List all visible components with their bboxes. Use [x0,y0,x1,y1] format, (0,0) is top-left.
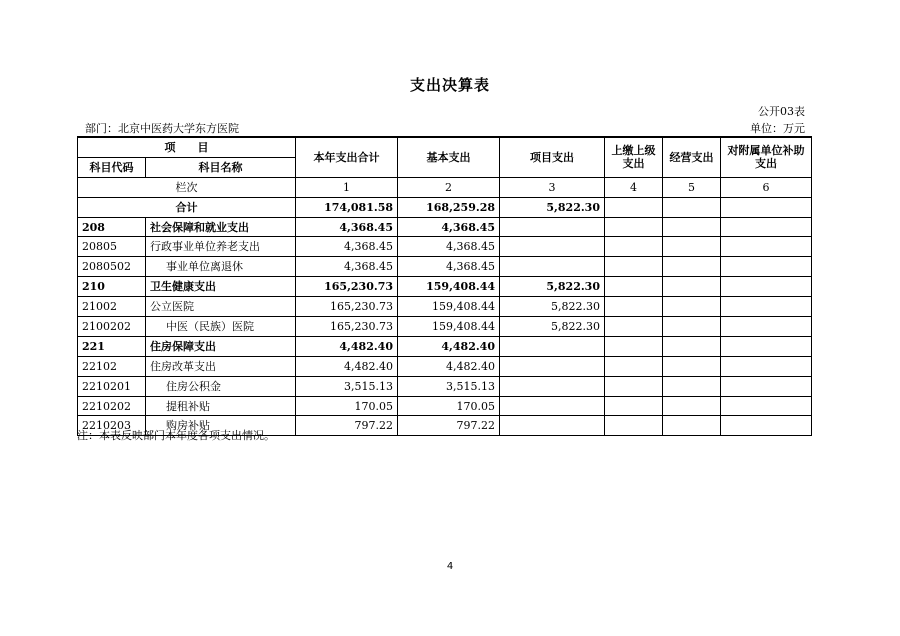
amount-total: 4,482.40 [296,336,398,356]
amount-upper [605,317,663,337]
amount-upper [605,297,663,317]
amount-basic: 170.05 [398,396,500,416]
column-index-4: 4 [605,177,663,197]
subject-name: 中医（民族）医院 [146,317,296,337]
amount-upper [605,396,663,416]
subject-name: 提租补贴 [146,396,296,416]
amount-project [500,356,605,376]
amount-basic: 797.22 [398,416,500,436]
amount-basic: 159,408.44 [398,317,500,337]
amount-total: 165,230.73 [296,277,398,297]
amount-project [500,257,605,277]
amount-subsidy [721,257,812,277]
table-row [78,277,812,297]
form-code: 公开03表 [758,105,805,118]
amount-project [500,416,605,436]
amount-total: 165,230.73 [296,297,398,317]
subject-code: 22102 [78,356,146,376]
amount-basic: 4,368.45 [398,237,500,257]
amount-business [663,257,721,277]
amount-business [663,356,721,376]
header-name: 科目名称 [146,157,296,177]
total-amount: 174,081.58 [296,197,398,217]
column-index-6: 6 [721,177,812,197]
amount-business [663,317,721,337]
subject-code: 221 [78,336,146,356]
subject-code: 21002 [78,297,146,317]
subject-code: 210 [78,277,146,297]
subject-code: 2210202 [78,396,146,416]
amount-business [663,376,721,396]
amount-total: 165,230.73 [296,317,398,337]
amount-subsidy [721,237,812,257]
header-project: 项目支出 [500,137,605,177]
amount-basic: 4,482.40 [398,336,500,356]
table-row [78,376,812,396]
amount-total: 170.05 [296,396,398,416]
subject-name: 公立医院 [146,297,296,317]
total-label: 合计 [78,197,296,217]
table-row [78,356,812,376]
department-label: 部门：北京中医药大学东方医院 [85,122,239,135]
subject-name: 住房改革支出 [146,356,296,376]
total-basic: 168,259.28 [398,197,500,217]
total-row [78,197,812,217]
amount-basic: 159,408.44 [398,277,500,297]
amount-subsidy [721,376,812,396]
amount-subsidy [721,396,812,416]
amount-basic: 4,482.40 [398,356,500,376]
report-title: 支出决算表 [409,76,490,94]
amount-business [663,277,721,297]
expenditure-table [77,136,812,436]
amount-project: 5,822.30 [500,317,605,337]
amount-total: 3,515.13 [296,376,398,396]
amount-upper [605,257,663,277]
unit-label: 单位：万元 [750,122,805,135]
amount-subsidy [721,416,812,436]
subject-name: 卫生健康支出 [146,277,296,297]
total-subsidy [721,197,812,217]
amount-business [663,217,721,237]
total-upper [605,197,663,217]
amount-project [500,396,605,416]
subject-code: 2100202 [78,317,146,337]
subject-name: 社会保障和就业支出 [146,217,296,237]
amount-upper [605,217,663,237]
subject-code: 2080502 [78,257,146,277]
amount-business [663,297,721,317]
amount-upper [605,237,663,257]
subject-name: 住房保障支出 [146,336,296,356]
header-upper: 上缴上级支出 [605,137,663,177]
total-business [663,197,721,217]
total-project: 5,822.30 [500,197,605,217]
subject-code: 20805 [78,237,146,257]
table-row [78,257,812,277]
amount-subsidy [721,356,812,376]
amount-total: 4,368.45 [296,237,398,257]
table-row [78,396,812,416]
header-subsidy: 对附属单位补助支出 [721,137,812,177]
header-business: 经营支出 [663,137,721,177]
column-index-2: 2 [398,177,500,197]
column-index-1: 1 [296,177,398,197]
amount-subsidy [721,277,812,297]
column-index-row [78,177,812,197]
amount-total: 4,482.40 [296,356,398,376]
subject-name: 行政事业单位养老支出 [146,237,296,257]
header-total: 本年支出合计 [296,137,398,177]
subject-name: 事业单位离退休 [146,257,296,277]
amount-subsidy [721,297,812,317]
column-index-label: 栏次 [78,177,296,197]
amount-total: 4,368.45 [296,257,398,277]
amount-business [663,416,721,436]
amount-upper [605,416,663,436]
column-index-5: 5 [663,177,721,197]
amount-subsidy [721,317,812,337]
amount-total: 4,368.45 [296,217,398,237]
table-row [78,217,812,237]
amount-subsidy [721,217,812,237]
amount-upper [605,336,663,356]
header-code: 科目代码 [78,157,146,177]
amount-project [500,217,605,237]
table-note: 注：本表反映部门本年度各项支出情况。 [77,429,275,442]
amount-subsidy [721,336,812,356]
amount-project: 5,822.30 [500,297,605,317]
header-basic: 基本支出 [398,137,500,177]
amount-upper [605,277,663,297]
amount-upper [605,356,663,376]
amount-business [663,237,721,257]
subject-name: 住房公积金 [146,376,296,396]
table-row [78,297,812,317]
table-row [78,317,812,337]
subject-code: 2210203 [78,416,146,436]
amount-upper [605,376,663,396]
column-index-3: 3 [500,177,605,197]
amount-project [500,376,605,396]
amount-project [500,237,605,257]
amount-basic: 4,368.45 [398,257,500,277]
subject-code: 208 [78,217,146,237]
amount-basic: 4,368.45 [398,217,500,237]
amount-basic: 159,408.44 [398,297,500,317]
table-row [78,336,812,356]
table-row [78,237,812,257]
amount-business [663,396,721,416]
subject-name: 购房补贴 [146,416,296,436]
subject-code: 2210201 [78,376,146,396]
amount-total: 797.22 [296,416,398,436]
page-number: 4 [446,561,454,572]
amount-basic: 3,515.13 [398,376,500,396]
header-item: 项 目 [78,137,296,157]
amount-project: 5,822.30 [500,277,605,297]
amount-project [500,336,605,356]
amount-business [663,336,721,356]
